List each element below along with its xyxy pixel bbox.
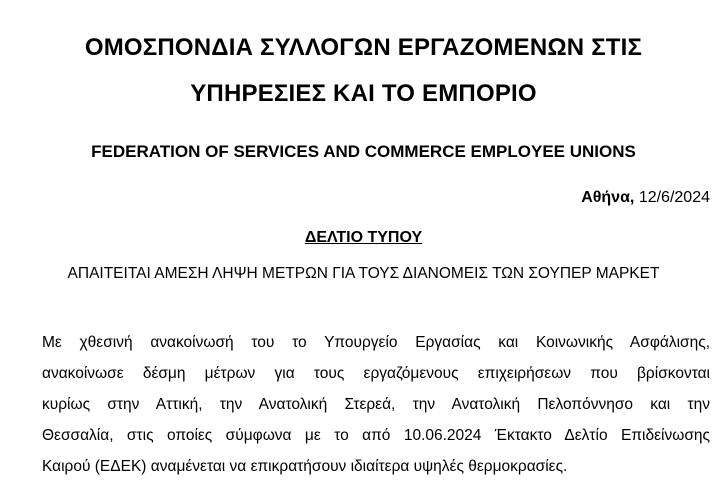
federation-title-greek-line-2: ΥΠΗΡΕΣΙΕΣ ΚΑΙ ΤΟ ΕΜΠΟΡΙΟ bbox=[190, 80, 537, 107]
body-paragraph-line-4: Θεσσαλία, στις οποίες σύμφωνα με το από 10.06.2024 Έκτακτο Δελτίο Επιδείνωσης bbox=[42, 427, 710, 444]
press-release-subject: ΑΠΑΙΤΕΙΤΑΙ ΑΜΕΣΗ ΛΗΨΗ ΜΕΤΡΩΝ ΓΙΑ ΤΟΥΣ ΔΙΑΝΟΜΕΙΣ ΤΩΝ ΣΟΥΠΕΡ ΜΑΡΚΕΤ bbox=[67, 265, 660, 282]
body-paragraph-line-5: Καιρού (ΕΔΕΚ) αναμένεται να επικρατήσουν ιδιαίτερα υψηλές θερμοκρασίες. bbox=[42, 458, 568, 475]
press-release-heading: ΔΕΛΤΙΟ ΤΥΠΟΥ bbox=[304, 229, 423, 246]
body-paragraph-line-1: Με χθεσινή ανακοίνωσή του το Υπουργείο Εργασίας και Κοινωνικής Ασφάλισης, bbox=[42, 334, 710, 351]
federation-title-greek-line-1: ΟΜΟΣΠΟΝΔΙΑ ΣΥΛΛΟΓΩΝ ΕΡΓΑΖΟΜΕΝΩΝ ΣΤΙΣ bbox=[84, 34, 643, 61]
body-paragraph-line-2: ανακοίνωσε δέσμη μέτρων για τους εργαζόμενους επιχειρήσεων που βρίσκονται bbox=[42, 365, 710, 382]
dateline-city: Αθήνα, bbox=[581, 189, 635, 206]
body-paragraph-line-3: κυρίως στην Αττική, την Ανατολική Στερεά, την Ανατολική Πελοπόννησο και την bbox=[42, 396, 710, 413]
federation-title-english: FEDERATION OF SERVICES AND COMMERCE EMPLOYEE UNIONS bbox=[91, 142, 636, 161]
dateline bbox=[581, 187, 710, 209]
dateline-date: 12/6/2024 bbox=[638, 189, 710, 206]
